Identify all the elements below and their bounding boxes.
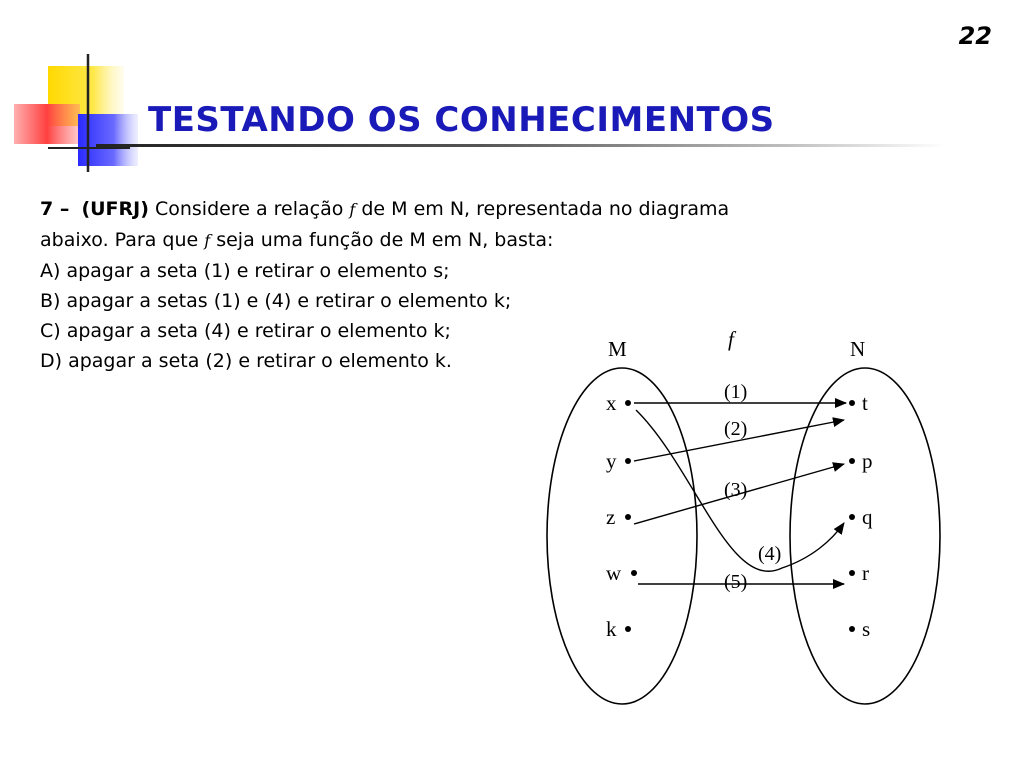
m-dot-k [625,626,631,632]
n-dot-r [849,570,855,576]
option-b: B) apagar a setas (1) e (4) e retirar o elemento k; [40,290,512,312]
arrow-label-2: (2) [724,418,748,440]
slide-title: TESTANDO OS CONHECIMENTOS [148,100,775,140]
arrow-label-4: (4) [758,543,782,565]
arrow-label-1: (1) [724,381,748,403]
m-dot-y [625,458,631,464]
arrow-label-3: (3) [724,479,748,501]
title-underline [96,144,946,147]
slide-number: 22 [958,22,992,50]
n-dot-p [849,458,855,464]
set-n-label: N [850,337,866,361]
question-text-2a: abaixo. Para que [40,229,199,251]
set-n-ellipse [790,368,940,704]
function-symbol: f [204,231,211,250]
question-number: 7 – [40,198,70,220]
m-dot-x [625,400,631,406]
m-element-k: k [606,617,617,641]
arrow-label-5: (5) [724,571,748,593]
m-element-z: z [606,505,616,529]
n-dot-s [849,626,855,632]
m-element-x: x [606,391,617,415]
n-element-p: p [862,449,873,473]
question-text-2b: seja uma função de M em N, basta: [216,229,554,251]
m-element-w: w [606,561,622,585]
option-c: C) apagar a seta (4) e retirar o elemento k; [40,320,451,342]
decorative-squares [0,0,160,180]
arrow-diagram [520,318,970,718]
set-m-ellipse [547,368,697,704]
n-dot-t [849,400,855,406]
option-d: D) apagar a seta (2) e retirar o elemento k. [40,350,452,372]
n-element-t: t [862,391,868,415]
question-line-1 [40,194,900,225]
question-line-2 [40,225,900,256]
function-label: f [728,327,734,351]
question-text-1a: Considere a relação [154,198,344,220]
question-source: (UFRJ) [81,198,149,220]
m-dot-w [631,570,637,576]
n-dot-q [849,514,855,520]
n-element-s: s [862,617,871,641]
set-m-label: M [608,337,627,361]
question-text-1b: de M em N, representada no diagrama [361,198,730,220]
function-symbol: f [349,200,356,219]
n-element-r: r [862,561,869,585]
m-dot-z [625,514,631,520]
n-element-q: q [862,505,873,529]
m-element-y: y [606,449,617,473]
option-a: A) apagar a seta (1) e retirar o elemento s; [40,260,450,282]
